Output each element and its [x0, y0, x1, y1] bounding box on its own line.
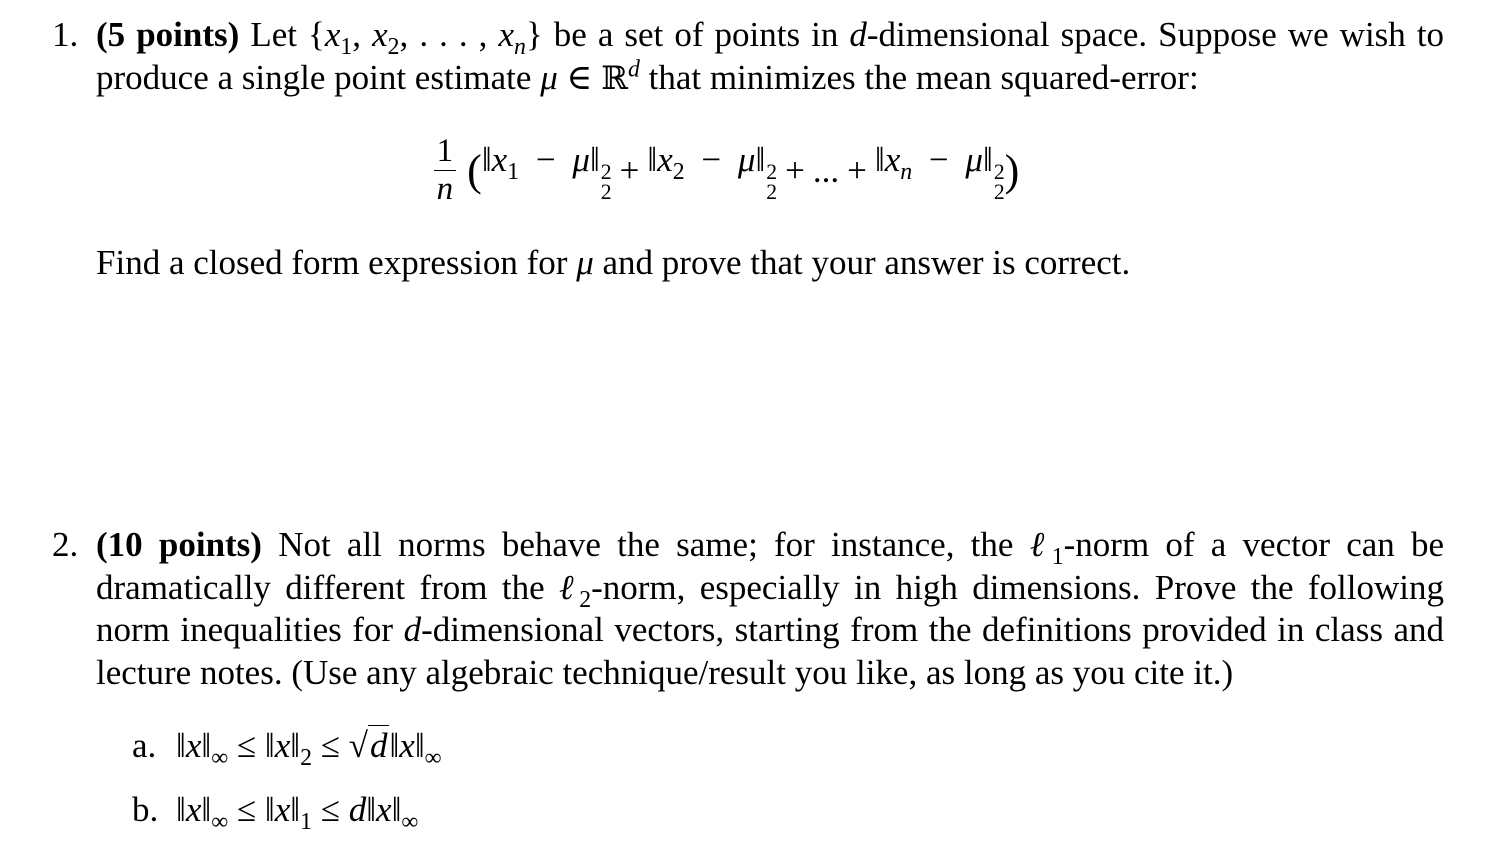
subpart-a	[132, 725, 1444, 771]
text-segment: -dimensional space. Suppose we wish to	[866, 15, 1445, 54]
points-label: (10 points)	[96, 525, 262, 564]
l2-norm-symbol: ℓ$_2$	[559, 567, 592, 613]
equation-term: $‖x_2$ − μ‖ 2 2	[647, 139, 778, 205]
text-segment: -norm of a vector can be dramatically different from the	[96, 525, 1445, 607]
fraction-numerator: 1	[436, 133, 454, 170]
fraction-denominator: n	[436, 171, 454, 208]
problem-body	[96, 524, 1445, 836]
problem-instruction	[96, 242, 1444, 285]
problem-body	[96, 14, 1444, 285]
left-paren: (	[467, 145, 482, 195]
display-equation: $\frac{1}{n}$ ( $‖x_1$ − μ‖ 2 2 + $‖x_2$ − μ‖ 2 2 + ... + $‖x_n$ − μ‖ 2 2 )	[8, 135, 1444, 206]
text-segment: Find a closed form expression for	[96, 243, 568, 283]
equation-ellipsis: ...	[812, 150, 840, 190]
points-label: (5 points)	[96, 15, 240, 54]
l1-norm-symbol: ℓ$_1$	[1029, 525, 1064, 570]
text-segment: -dimensional vectors, starting from the definitions provided in class and lecture notes. (Use any algebraic technique/result you like, as long as you cite it.)	[96, 610, 1444, 693]
right-paren: )	[1004, 145, 1020, 195]
set-expression: {$x_1$, $x_2$, . . . , $x_n$}	[308, 15, 543, 60]
text-segment: be a set of points in	[553, 15, 839, 54]
subpart-label: b.	[132, 790, 159, 830]
text-segment: and prove that your answer is correct.	[602, 243, 1131, 283]
dimension-variable: d	[403, 610, 422, 650]
subpart-label: a.	[132, 725, 157, 765]
mu-in-R-expression: μ ∈ ℝ$^d$	[540, 56, 640, 97]
subparts-list	[132, 725, 1444, 836]
text-segment: Let	[250, 15, 297, 54]
dimension-variable: d	[849, 15, 867, 54]
problem-number: 2.	[52, 525, 79, 564]
inequality-expression: $‖x‖_\infty$ ≤ $‖x‖_1$ ≤ $d‖x‖_\infty$	[176, 790, 419, 836]
subpart-b	[132, 789, 1444, 836]
text-segment: Not all norms behave the same; for instance, the	[278, 525, 1014, 564]
problem-1	[52, 14, 1444, 285]
mu-variable: μ	[576, 243, 594, 283]
text-segment: that minimizes the mean squared-error:	[648, 57, 1199, 97]
problem-statement	[96, 14, 1444, 99]
equation-term: $‖x_n$ − μ‖ 2 2	[874, 139, 1005, 205]
text-segment: -norm, especially in high dimensions. Prove the following norm inequalities for	[96, 567, 1444, 650]
problem-2	[52, 524, 1444, 854]
equation-term: $‖x_1$ − μ‖ 2 2	[481, 139, 612, 205]
inequality-expression: $‖x‖_\infty$ ≤ $‖x‖_2$ ≤ $√d‖x‖_\infty$	[176, 725, 442, 771]
problem-statement	[96, 524, 1444, 695]
text-segment: produce a single point estimate	[96, 57, 532, 97]
problem-number: 1.	[52, 15, 79, 54]
fraction	[433, 135, 458, 206]
